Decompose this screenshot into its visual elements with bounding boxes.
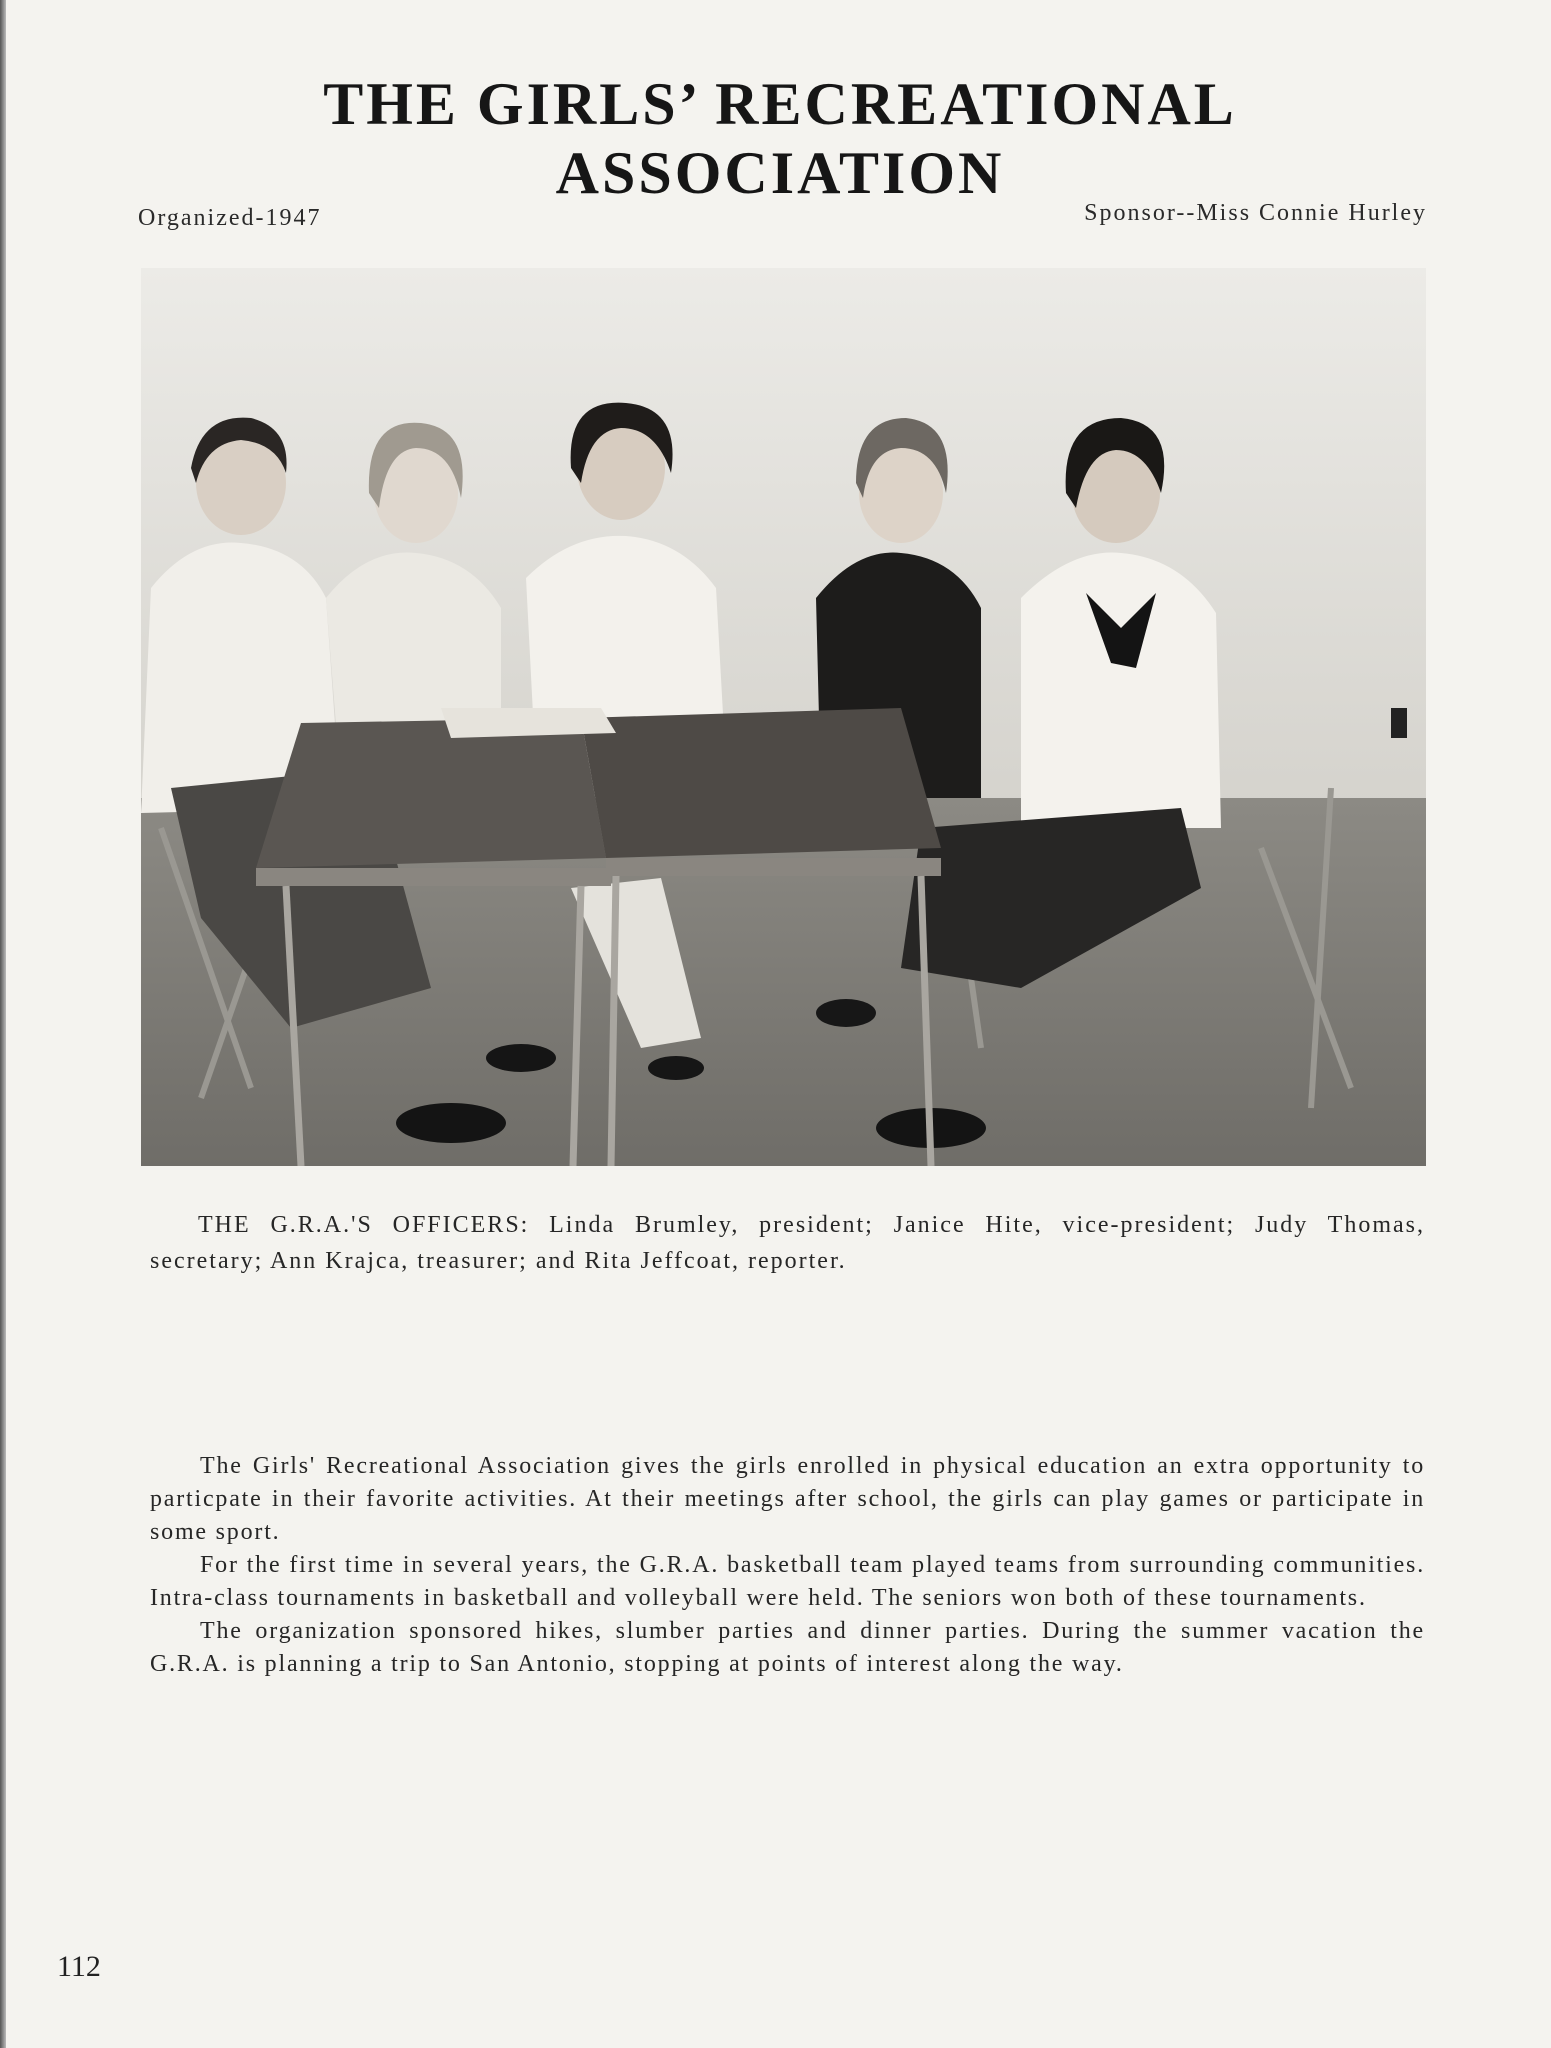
officers-group-photo: [141, 268, 1426, 1166]
page-number: 112: [57, 1950, 101, 1983]
organized-year: Organized-1947: [138, 205, 322, 231]
body-paragraph: The organization sponsored hikes, slumber parties and dinner parties. During the summer vacation the G.R.A. is planning a trip to San Antonio, stopping at points of interest along the way.: [150, 1618, 1425, 1677]
sponsor-line: Sponsor--Miss Connie Hurley: [1084, 200, 1427, 226]
page-title: THE GIRLS’ RECREATIONAL ASSOCIATION: [323, 71, 1237, 206]
body-paragraph: For the first time in several years, the G.R.A. basketball team played teams from surrounding communities. Intra-class tournaments in basketball and volleyball were held. The seniors won both of these tournaments.: [150, 1552, 1425, 1611]
article-body: [150, 1450, 1425, 1681]
body-paragraph: The Girls' Recreational Association gives the girls enrolled in physical education an extra opportunity to particpate in their favorite activities. At their meetings after school, the girls can play games or participate in some sport.: [150, 1453, 1425, 1545]
page-binding-edge: [0, 0, 6, 2048]
group-photo-icon: [141, 268, 1426, 1166]
photo-caption: THE G.R.A.'S OFFICERS: Linda Brumley, president; Janice Hite, vice-president; Judy Thomas, secretary; Ann Krajca, treasurer; and Rita Jeffcoat, reporter.: [150, 1212, 1425, 1274]
